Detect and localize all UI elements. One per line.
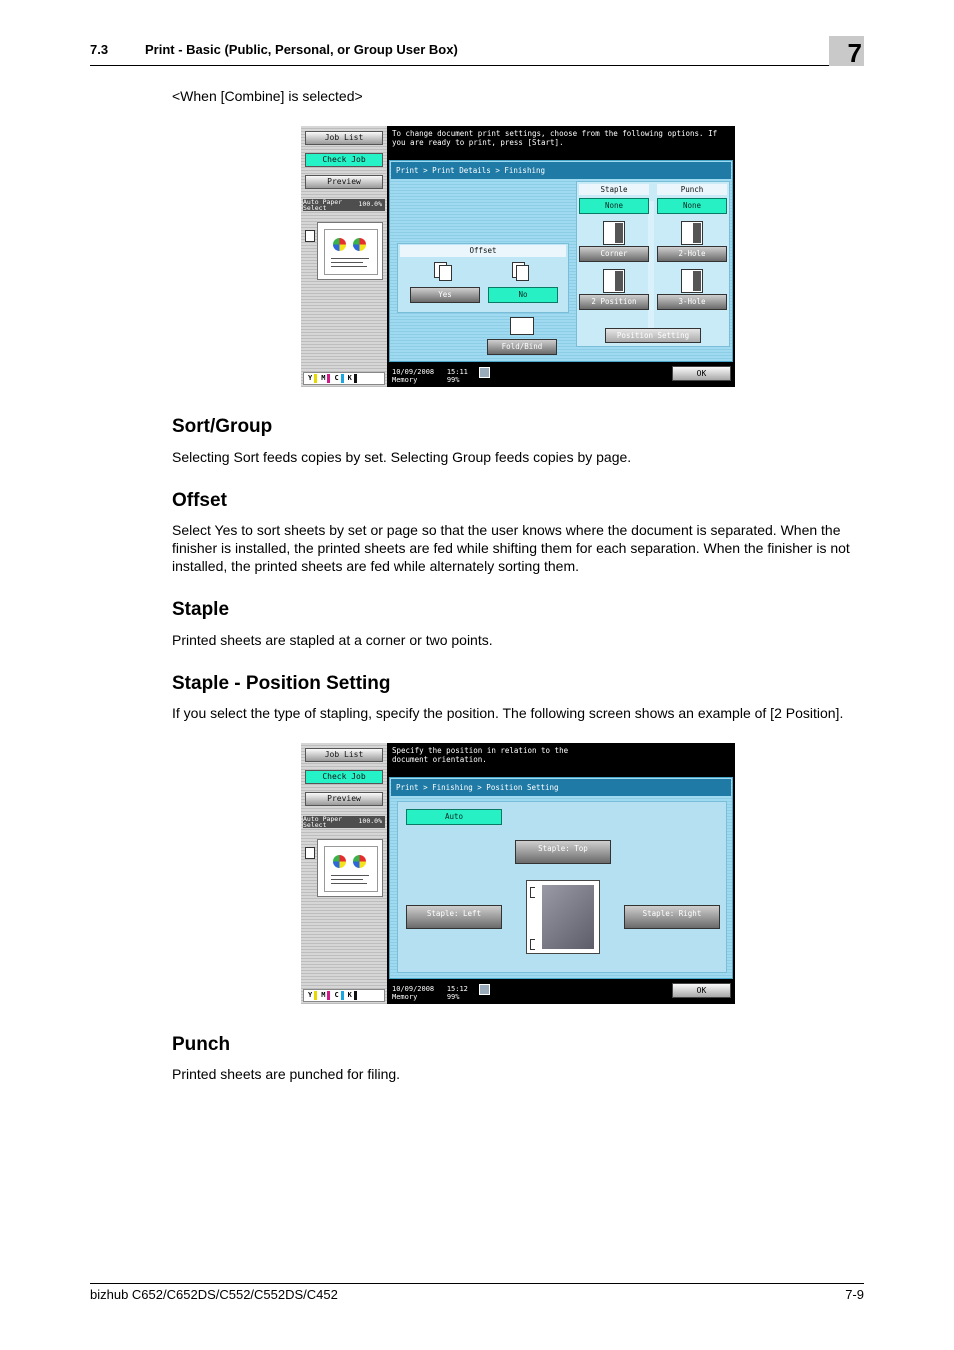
staple-mark-icon [530, 939, 535, 950]
chapter-number: 7 [847, 38, 862, 68]
zoom-value: 100.0% [358, 200, 382, 208]
fold-bind-icon [510, 317, 534, 335]
toner-y: Y [308, 373, 317, 384]
sort-group-body: Selecting Sort feeds copies by set. Selecting Group feeds copies by page. [172, 449, 632, 465]
section-title: Print - Basic (Public, Personal, or Group User Box) [145, 42, 458, 57]
header-rule [90, 65, 864, 66]
status-time: 15:11 [446, 368, 468, 376]
punch-body: Printed sheets are punched for filing. [172, 1066, 401, 1082]
check-job-button[interactable]: Check Job [305, 153, 383, 167]
staple-two-position-icon [603, 269, 625, 293]
memory-value: 99% [446, 993, 460, 1001]
offset-heading: Offset [172, 490, 227, 511]
staple-two-position-button[interactable]: 2 Position [579, 294, 649, 310]
toner-levels [303, 989, 385, 1002]
punch-two-hole-icon [681, 221, 703, 245]
preview-page [324, 846, 378, 892]
finishing-screen [301, 126, 735, 387]
fold-bind-button[interactable]: Fold/Bind [487, 339, 557, 355]
toner-levels [303, 372, 385, 385]
offset-no-button[interactable]: No [488, 287, 558, 303]
footer-model: bizhub C652/C652DS/C552/C552DS/C452 [90, 1287, 338, 1302]
color-wheel-icon [333, 238, 346, 251]
section-number: 7.3 [90, 42, 109, 57]
toner-k: K [348, 990, 357, 1001]
preview-page [324, 229, 378, 275]
punch-three-hole-icon [681, 269, 703, 293]
breadcrumb: Print > Finishing > Position Setting [391, 779, 731, 796]
preview-button[interactable]: Preview [305, 175, 383, 189]
left-panel [301, 743, 387, 1004]
staple-left-button[interactable]: Staple: Left [406, 905, 502, 929]
position-setting-screen [301, 743, 735, 1004]
staple-body: Printed sheets are stapled at a corner or two points. [172, 632, 493, 648]
toner-m: M [321, 373, 330, 384]
ok-button[interactable]: OK [672, 366, 731, 381]
intro-caption: <When [Combine] is selected> [172, 88, 363, 104]
zoom-value: 100.0% [358, 817, 382, 825]
staple-top-button[interactable]: Staple: Top [515, 840, 611, 864]
preview-button[interactable]: Preview [305, 792, 383, 806]
preview-thumbnail [317, 222, 383, 280]
offset-label: Offset [400, 245, 566, 257]
job-list-button[interactable]: Job List [305, 131, 383, 145]
left-panel [301, 126, 387, 387]
paper-info [303, 816, 385, 828]
memory-value: 99% [446, 376, 460, 384]
status-date: 10/09/2008 [392, 368, 435, 376]
status-datetime [392, 368, 468, 384]
document-page [542, 885, 594, 949]
toner-k: K [348, 373, 357, 384]
status-date: 10/09/2008 [392, 985, 435, 993]
color-wheel-icon [333, 855, 346, 868]
staple-none-button[interactable]: None [579, 198, 649, 214]
staple-heading: Staple [172, 599, 230, 620]
punch-heading: Punch [172, 1034, 231, 1055]
punch-label: Punch [657, 184, 727, 195]
color-wheel-icon [353, 238, 366, 251]
memory-label: Memory [392, 993, 418, 1001]
status-time: 15:12 [446, 985, 468, 993]
punch-three-hole-button[interactable]: 3-Hole [657, 294, 727, 310]
original-icon [305, 230, 315, 242]
column-divider [648, 201, 654, 343]
staple-position-heading: Staple - Position Setting [172, 673, 391, 694]
staple-position-body: If you select the type of stapling, specify the position. The following screen shows an example of [2 Position]. [172, 705, 844, 721]
toner-y: Y [308, 990, 317, 1001]
staple-corner-icon [603, 221, 625, 245]
finishing-panel [389, 160, 733, 362]
punch-none-button[interactable]: None [657, 198, 727, 214]
sort-group-heading: Sort/Group [172, 416, 273, 437]
offset-yes-button[interactable]: Yes [410, 287, 480, 303]
punch-two-hole-button[interactable]: 2-Hole [657, 246, 727, 262]
toner-m: M [321, 990, 330, 1001]
job-list-button[interactable]: Job List [305, 748, 383, 762]
position-panel [389, 777, 733, 979]
auto-button[interactable]: Auto [406, 809, 502, 825]
offset-body: Select Yes to sort sheets by set or page so that the user knows where the document is separated. When the finisher is installed, the printed sheets are fed while shifting them for each separation. When the finisher is not installed, the printed sheets are fed while alternately sorting them. [172, 522, 850, 574]
color-wheel-icon [353, 855, 366, 868]
paper-select-label: Auto Paper Select [303, 198, 343, 212]
breadcrumb: Print > Print Details > Finishing [391, 162, 731, 179]
network-icon [479, 367, 490, 378]
position-setting-button[interactable]: Position Setting [605, 328, 701, 343]
preview-thumbnail [317, 839, 383, 897]
instruction-message: To change document print settings, choose from the following options. If you are ready to print, press [Start]. [392, 129, 718, 147]
memory-label: Memory [392, 376, 418, 384]
toner-c: C [334, 373, 343, 384]
check-job-button[interactable]: Check Job [305, 770, 383, 784]
paper-info [303, 199, 385, 211]
offset-yes-icon [434, 262, 458, 282]
document-preview [526, 880, 600, 954]
staple-right-button[interactable]: Staple: Right [624, 905, 720, 929]
staple-corner-button[interactable]: Corner [579, 246, 649, 262]
ok-button[interactable]: OK [672, 983, 731, 998]
network-icon [479, 984, 490, 995]
status-datetime [392, 985, 468, 1001]
footer-rule [90, 1283, 864, 1284]
instruction-message: Specify the position in relation to the document orientation. [392, 746, 569, 764]
toner-c: C [334, 990, 343, 1001]
staple-mark-icon [530, 887, 535, 898]
paper-select-label: Auto Paper Select [303, 815, 343, 829]
original-icon [305, 847, 315, 859]
footer-page-number: 7-9 [845, 1287, 864, 1302]
offset-no-icon [512, 262, 536, 282]
staple-label: Staple [579, 184, 649, 195]
